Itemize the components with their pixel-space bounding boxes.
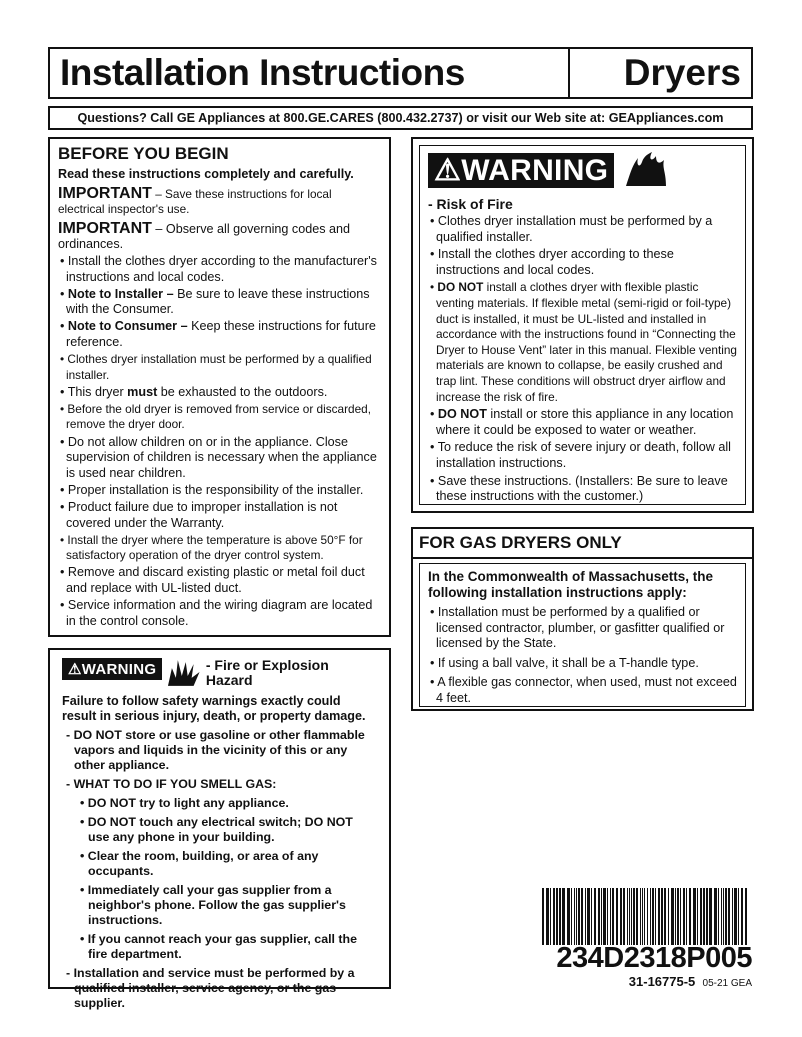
barcode-bar xyxy=(642,888,644,945)
barcode-bar xyxy=(686,888,688,945)
barcode-bar xyxy=(703,888,704,945)
barcode-bar xyxy=(574,888,575,945)
fire-warning-list xyxy=(428,214,737,505)
list-item xyxy=(58,402,381,433)
barcode-bar xyxy=(591,888,593,945)
barcode-bar xyxy=(587,888,589,945)
gas-warning-list xyxy=(62,728,377,1011)
item-text: Be sure to leave these instructions with the Consumer. xyxy=(66,286,370,317)
item-text: WHAT TO DO IF YOU SMELL GAS: xyxy=(73,777,277,791)
list-item xyxy=(428,474,737,505)
barcode-bar xyxy=(745,888,747,945)
barcode-bar xyxy=(603,888,605,945)
item-text: Product failure due to improper installation is not covered under the Warranty. xyxy=(66,499,338,530)
item-text: To reduce the risk of severe injury or death, follow all installation instructions. xyxy=(436,440,731,470)
barcode xyxy=(542,888,748,945)
list-item xyxy=(68,815,377,845)
list-item xyxy=(428,407,737,438)
fire-icon xyxy=(624,152,668,188)
list-item xyxy=(58,385,381,401)
gas-dryers-section xyxy=(411,527,754,711)
barcode-bar xyxy=(728,888,730,945)
important-text: – Observe all governing codes and ordinances. xyxy=(58,221,351,251)
list-item xyxy=(428,605,737,652)
list-item xyxy=(58,483,381,499)
barcode-bar xyxy=(650,888,651,945)
item-text: If using a ball valve, it shall be a T-handle type. xyxy=(437,655,699,670)
barcode-bar xyxy=(578,888,580,945)
barcode-bar xyxy=(704,888,705,945)
list-item xyxy=(58,598,381,629)
product-name: Dryers xyxy=(623,52,741,93)
barcode-bar xyxy=(723,888,724,945)
warning-intro: Failure to follow safety warnings exactly could result in serious injury, death, or property damage. xyxy=(62,694,366,723)
barcode-bar xyxy=(668,888,670,945)
list-item xyxy=(428,675,737,706)
important-label: IMPORTANT xyxy=(58,184,152,202)
barcode-bar xyxy=(655,888,657,945)
item-text: Install the dryer where the temperature is above 50°F for satisfactory operation of the dryer control system. xyxy=(66,532,363,563)
fire-warning-section xyxy=(411,137,754,513)
item-bold: DO NOT xyxy=(437,280,484,295)
barcode-bar xyxy=(738,888,740,945)
barcode-bar xyxy=(594,888,596,945)
barcode-bar xyxy=(658,888,660,945)
barcode-bar xyxy=(550,888,552,945)
barcode-bar xyxy=(612,888,614,945)
list-item xyxy=(62,966,377,1011)
barcode-bar xyxy=(644,888,645,945)
barcode-bar xyxy=(557,888,558,945)
barcode-bar xyxy=(556,888,557,945)
list-item xyxy=(428,656,737,672)
explosion-icon xyxy=(166,658,202,688)
barcode-bar xyxy=(568,888,570,945)
item-text: A flexible gas connector, when used, must not exceed 4 feet. xyxy=(436,675,737,705)
barcode-bar xyxy=(598,888,600,945)
item-bold: Note to Installer – xyxy=(67,286,174,301)
item-text: Clear the room, building, or area of any occupants. xyxy=(87,849,319,878)
barcode-bar xyxy=(581,888,583,945)
list-item xyxy=(58,254,381,285)
barcode-bar xyxy=(585,888,587,945)
barcode-bar xyxy=(601,888,603,945)
barcode-bar xyxy=(675,888,677,945)
list-item xyxy=(62,728,377,773)
barcode-bar xyxy=(718,888,719,945)
warning-badge: ⚠WARNING xyxy=(62,658,162,680)
item-text: Clothes dryer installation must be performed by a qualified installer. xyxy=(66,352,372,382)
list-item xyxy=(58,565,381,596)
warning-badge: ⚠WARNING xyxy=(428,153,614,188)
list-item xyxy=(58,352,381,383)
item-text: DO NOT touch any electrical switch; DO NOT use any phone in your building. xyxy=(87,815,353,844)
barcode-number: 234D2318P005 xyxy=(556,942,752,974)
barcode-bar xyxy=(636,888,638,945)
item-text: Install the clothes dryer according to these instructions and local codes. xyxy=(436,247,674,277)
item-text: be exhausted to the outdoors. xyxy=(157,384,328,399)
barcode-bar xyxy=(627,888,629,945)
barcode-bar xyxy=(647,888,648,945)
barcode-bar xyxy=(567,888,568,945)
item-text: Service information and the wiring diagram are located in the control console. xyxy=(66,597,373,628)
barcode-bar xyxy=(664,888,666,945)
item-text: Installation must be performed by a qualified or licensed contractor, plumber, or gasfitter qualified or licensed by the State. xyxy=(436,605,725,651)
barcode-bar xyxy=(709,888,711,945)
barcode-bar xyxy=(677,888,679,945)
barcode-bar xyxy=(689,888,691,945)
barcode-bar xyxy=(721,888,722,945)
item-text: Save these instructions. (Installers: Be sure to leave these instructions with the customer.) xyxy=(436,473,728,504)
barcode-bar xyxy=(610,888,612,945)
barcode-bar xyxy=(633,888,635,945)
before-you-begin-section xyxy=(48,137,391,637)
barcode-bar xyxy=(683,888,685,945)
barcode-bar xyxy=(616,888,618,945)
hazard-title: - Risk of Fire xyxy=(428,196,513,212)
item-text: Installation and service must be performed by a qualified installer, service agency, or the gas supplier. xyxy=(73,966,355,1010)
barcode-bar xyxy=(629,888,630,945)
item-text: DO NOT try to light any appliance. xyxy=(87,796,289,810)
item-text: Install the clothes dryer according to the manufacturer's instructions and local codes. xyxy=(66,254,377,284)
barcode-bar xyxy=(562,888,564,945)
contact-bar: Questions? Call GE Appliances at 800.GE.CARES (800.432.2737) or visit our Web site at: GEAppliances.com xyxy=(48,106,753,130)
gas-list xyxy=(428,605,737,707)
item-bold: must xyxy=(127,384,158,399)
barcode-bar xyxy=(623,888,625,945)
part-number: 31-16775-5 05-21 GEA xyxy=(628,974,752,989)
list-item xyxy=(58,319,381,350)
barcode-bar xyxy=(714,888,715,945)
before-list xyxy=(58,254,381,629)
item-text: DO NOT store or use gasoline or other flammable vapors and liquids in the vicinity of this or any other appliance. xyxy=(73,728,365,772)
item-text: Do not allow children on or in the appliance. Close supervision of children is necessary when the appliance is used near children. xyxy=(66,434,377,480)
barcode-bar xyxy=(732,888,734,945)
important-text: – Save these instructions for local electrical inspector's use. xyxy=(58,186,332,216)
barcode-bar xyxy=(652,888,654,945)
list-item xyxy=(58,500,381,531)
barcode-bar xyxy=(553,888,555,945)
barcode-bar xyxy=(576,888,577,945)
item-text: Clothes dryer installation must be performed by a qualified installer. xyxy=(436,214,713,244)
title-bar xyxy=(48,47,753,99)
list-item xyxy=(428,214,737,245)
gas-warning-section xyxy=(48,648,391,1010)
list-item xyxy=(68,883,377,928)
item-text: This dryer xyxy=(67,384,128,399)
barcode-bar xyxy=(693,888,695,945)
barcode-bar xyxy=(700,888,702,945)
barcode-bar xyxy=(607,888,608,945)
list-item xyxy=(428,280,737,405)
list-item xyxy=(58,287,381,318)
barcode-bar xyxy=(680,888,681,945)
barcode-bar xyxy=(559,888,561,945)
list-item xyxy=(68,932,377,962)
item-text: Keep these instructions for future reference. xyxy=(66,319,376,349)
section-heading: BEFORE YOU BEGIN xyxy=(58,144,229,163)
list-item xyxy=(62,777,377,792)
massachusetts-intro: In the Commonwealth of Massachusetts, the following installation instructions apply: xyxy=(428,569,714,600)
list-item xyxy=(68,796,377,811)
barcode-bar xyxy=(697,888,699,945)
section-heading: FOR GAS DRYERS ONLY xyxy=(413,529,752,559)
list-item xyxy=(428,247,737,278)
important-label: IMPORTANT xyxy=(58,219,152,237)
barcode-bar xyxy=(620,888,622,945)
list-item xyxy=(58,435,381,482)
list-item xyxy=(58,533,381,564)
list-item xyxy=(428,440,737,471)
barcode-bar xyxy=(741,888,743,945)
barcode-bar xyxy=(546,888,548,945)
list-item xyxy=(68,849,377,879)
barcode-bar xyxy=(706,888,708,945)
item-text: install a clothes dryer with flexible plastic venting materials. If flexible metal (semi-rigid or foil-type) duct is installed, it must be UL-listed and installed in accordance with the instructions found in “Connecting the Dryer to House Vent” later in this manual. Flexible venting materials are known to collapse, be easily crushed and trap lint. These conditions will obstruct dryer airflow and increase the risk of fire. xyxy=(436,280,737,404)
item-text: Before the old dryer is removed from service or discarded, remove the dryer door. xyxy=(66,401,371,432)
item-bold: DO NOT xyxy=(437,407,487,422)
item-text: Immediately call your gas supplier from a neighbor's phone. Follow the gas supplier's instructions. xyxy=(87,883,346,927)
document-title: Installation Instructions xyxy=(50,49,570,97)
barcode-bar xyxy=(640,888,641,945)
barcode-bar xyxy=(725,888,727,945)
barcode-bar xyxy=(671,888,673,945)
barcode-bar xyxy=(631,888,632,945)
barcode-bar xyxy=(715,888,717,945)
barcode-bar xyxy=(734,888,736,945)
item-text: If you cannot reach your gas supplier, call the fire department. xyxy=(87,932,358,961)
barcode-bar xyxy=(542,888,544,945)
item-text: Proper installation is the responsibility of the installer. xyxy=(67,482,364,497)
item-bold: Note to Consumer – xyxy=(67,319,188,334)
hazard-title: - Fire or Explosion Hazard xyxy=(205,657,329,688)
item-text: install or store this appliance in any location where it could be exposed to water or weather. xyxy=(436,407,734,437)
barcode-bar xyxy=(661,888,663,945)
read-note: Read these instructions completely and carefully. xyxy=(58,167,354,181)
item-text: Remove and discard existing plastic or metal foil duct and replace with UL-listed duct. xyxy=(66,565,365,595)
barcode-bar xyxy=(571,888,572,945)
